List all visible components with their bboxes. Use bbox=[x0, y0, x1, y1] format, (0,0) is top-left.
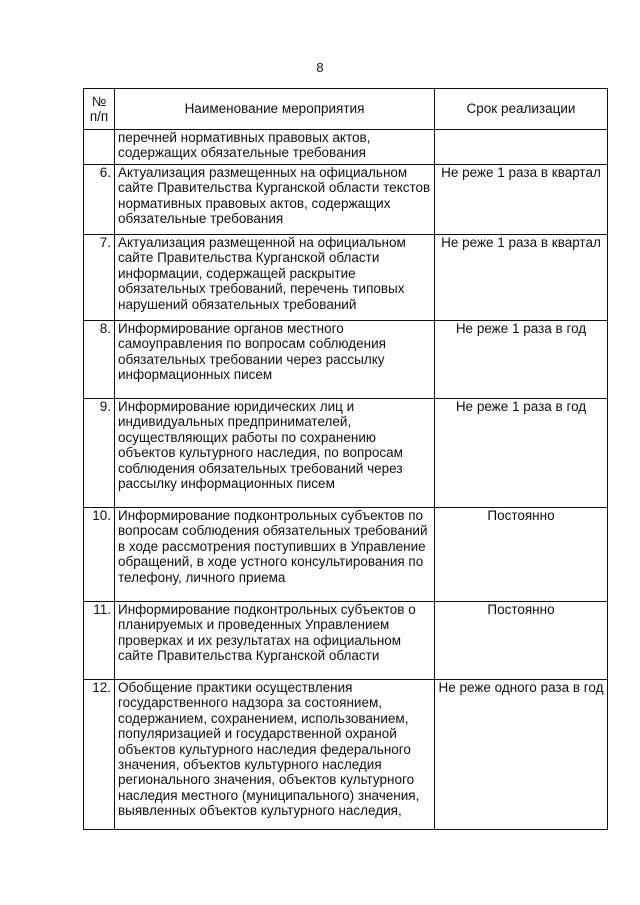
row-term: Не реже 1 раза в год bbox=[435, 321, 608, 399]
table-row bbox=[84, 235, 608, 321]
row-term bbox=[435, 130, 608, 165]
row-activity-name: Актуализация размещенной на официальном сайте Правительства Курганской области информации, содержащей раскрытие обязательных требований, перечень типовых нарушений обязательных требований bbox=[115, 235, 435, 321]
row-term: Не реже одного раза в год bbox=[435, 680, 608, 830]
header-number: № п/п bbox=[84, 89, 115, 130]
table-row bbox=[84, 165, 608, 235]
row-term: Не реже 1 раза в квартал bbox=[435, 165, 608, 235]
row-number: 8. bbox=[84, 321, 115, 399]
row-number: 12. bbox=[84, 680, 115, 830]
table-row bbox=[84, 602, 608, 680]
row-activity-name: Обобщение практики осуществления государственного надзора за состоянием, содержанием, сохранением, использованием, популяризацией и государственной охраной объектов культурного наследия федерального значения, объектов культурного наследия регионального значения, объектов культурного наследия местного (муниципального) значения, выявленных объектов культурного наследия, bbox=[115, 680, 435, 830]
row-activity-name: Информирование подконтрольных субъектов о планируемых и проведенных Управлением проверках и их результатах на официальном сайте Правительства Курганской области bbox=[115, 602, 435, 680]
row-number: 9. bbox=[84, 399, 115, 508]
row-number: 7. bbox=[84, 235, 115, 321]
row-activity-name: Информирование юридических лиц и индивидуальных предпринимателей, осуществляющих работы по сохранению объектов культурного наследия, по вопросам соблюдения обязательных требований через рассылку информационных писем bbox=[115, 399, 435, 508]
header-activity-name: Наименование мероприятия bbox=[115, 89, 435, 130]
row-term: Не реже 1 раза в квартал bbox=[435, 235, 608, 321]
row-number: 10. bbox=[84, 508, 115, 602]
row-activity-name: Информирование подконтрольных субъектов по вопросам соблюдения обязательных требований в ходе рассмотрения поступивших в Управление обращений, в ходе устного консультирования по телефону, личного приема bbox=[115, 508, 435, 602]
row-term: Не реже 1 раза в год bbox=[435, 399, 608, 508]
row-number bbox=[84, 130, 115, 165]
row-number: 11. bbox=[84, 602, 115, 680]
row-number: 6. bbox=[84, 165, 115, 235]
table-row bbox=[84, 321, 608, 399]
table-row bbox=[84, 680, 608, 830]
page-number: 8 bbox=[316, 60, 324, 75]
table-row bbox=[84, 508, 608, 602]
table-row bbox=[84, 399, 608, 508]
table-row bbox=[84, 130, 608, 165]
activities-table bbox=[83, 88, 608, 830]
row-term: Постоянно bbox=[435, 602, 608, 680]
row-activity-name: Актуализация размещенных на официальном сайте Правительства Курганской области текстов нормативных правовых актов, содержащих обязательные требования bbox=[115, 165, 435, 235]
row-activity-name: перечней нормативных правовых актов, содержащих обязательные требования bbox=[115, 130, 435, 165]
header-term: Срок реализации bbox=[435, 89, 608, 130]
table-header-row bbox=[84, 89, 608, 130]
row-term: Постоянно bbox=[435, 508, 608, 602]
row-activity-name: Информирование органов местного самоуправления по вопросам соблюдения обязательных требовании через рассылку информационных писем bbox=[115, 321, 435, 399]
